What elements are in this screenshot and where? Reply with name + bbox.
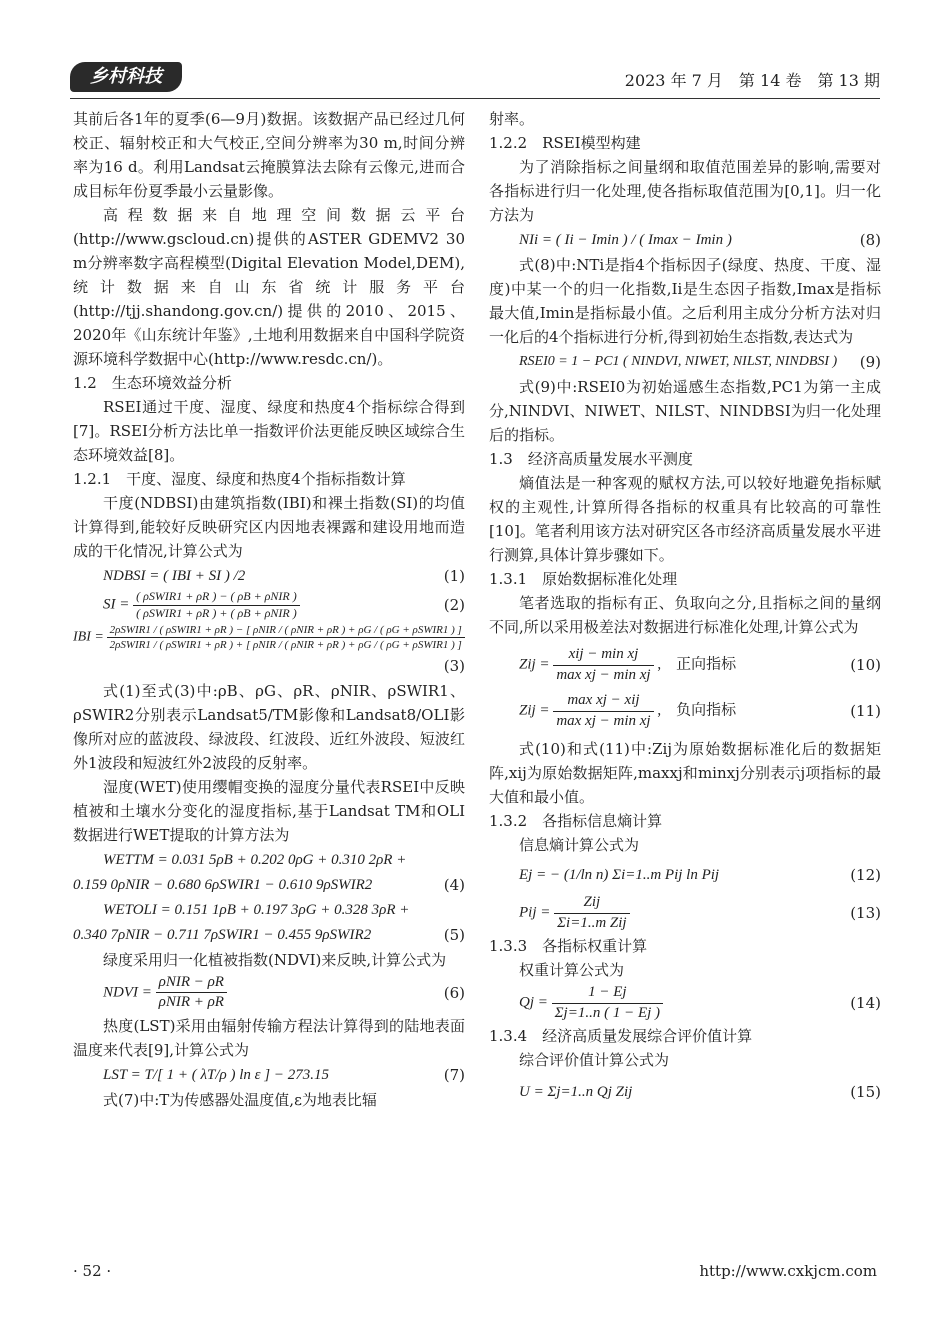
section-heading: 1.2.1 干度、湿度、绿度和热度4个指标指数计算 xyxy=(73,470,406,488)
journal-logo: 乡村科技 xyxy=(70,62,182,92)
journal-url[interactable]: http://www.cxkjcm.com xyxy=(699,1262,877,1280)
paragraph: 笔者选取的指标有正、负取向之分,且指标之间的量纲不同,所以采用极差法对数据进行标准化处理,计算公式为 xyxy=(489,594,881,636)
paragraph: 射率。 xyxy=(489,110,535,128)
section-heading: 1.3.1 原始数据标准化处理 xyxy=(489,570,678,588)
paragraph: 式(7)中:T为传感器处温度值,ε为地表比辐 xyxy=(103,1090,377,1109)
paragraph: 为了消除指标之间量纲和取值范围差异的影响,需要对各指标进行归一化处理,使各指标取值范围为[0,1]。归一化方法为 xyxy=(489,158,881,224)
equation-13: Pij = $\frac{\text{Zij}}{\text{Σi=1..m Zij}}$ (13) xyxy=(519,894,881,931)
section-heading: 1.3.4 经济高质量发展综合评价值计算 xyxy=(489,1027,753,1045)
paragraph: 高程数据来自地理空间数据云平台(http://www.gscloud.cn)提供的ASTER GDEMV2 30 m分辨率数字高程模型(Digital Elevation Model,DEM),统计数据来自山东省统计服务平台(http://tjj.shandong.gov.cn/)提供的2010、2015、2020年《山东统计年鉴》,土地利用数据来自中国科学院资源环境科学数据中心(http://www.resdc.cn/)。 xyxy=(73,206,465,368)
right-column xyxy=(489,107,881,1112)
equation-2: SI = $\frac{\text{( ρSWIR1 + ρR ) − ( ρB + ρNIR )}}{\text{( ρSWIR1 + ρR ) + ( ρB + ρNIR )}}$ (2) xyxy=(103,589,465,620)
section-heading: 1.3.3 各指标权重计算 xyxy=(489,937,648,955)
paragraph: 式(10)和式(11)中:Zij为原始数据标准化后的数据矩阵,xij为原始数据矩阵,maxxj和minxj分别表示j项指标的最大值和最小值。 xyxy=(489,740,881,806)
equation-12: Ej = − (1/ln n) Σi=1..m Pij ln Pij (12) xyxy=(519,866,881,884)
page-number: · 52 · xyxy=(73,1262,112,1280)
paragraph: 湿度(WET)使用缨帽变换的湿度分量代表RSEI中反映植被和土壤水分变化的湿度指标,基于Landsat TM和OLI数据进行WET提取的计算方法为 xyxy=(73,777,465,844)
paragraph: 式(9)中:RSEI0为初始遥感生态指数,PC1为第一主成分,NINDVI、NIWET、NILST、NINDBSI为归一化处理后的指标。 xyxy=(489,378,881,444)
paragraph: 绿度采用归一化植被指数(NDVI)来反映,计算公式为 xyxy=(103,950,447,969)
paragraph: 干度(NDBSI)由建筑指数(IBI)和裸土指数(SI)的均值计算得到,能较好反映研究区内因地表裸露和建设用地而造成的干化情况,计算公式为 xyxy=(73,494,465,560)
equation-1: NDBSI = ( IBI + SI ) /2 (1) xyxy=(103,567,465,585)
paragraph: 式(8)中:NTi是指4个指标因子(绿度、热度、干度、湿度)中某一个的归一化指数,Ii是生态因子指数,Imax是指标最大值,Imin是指标最小值。之后利用主成分分析方法对归一化后的4个指标进行分析,得到初始生态指数,表达式为 xyxy=(489,256,881,346)
paragraph: 式(1)至式(3)中:ρB、ρG、ρR、ρNIR、ρSWIR1、ρSWIR2分别表示Landsat5/TM影像和Landsat8/OLI影像所对应的蓝波段、绿波段、红波段、近红外波段、短波红外1波段和短波红外2波段的反射率。 xyxy=(73,681,465,772)
equation-5a: WETOLI = 0.151 1ρB + 0.197 3ρG + 0.328 3ρR + xyxy=(103,901,410,918)
left-column xyxy=(73,107,465,1112)
section-heading: 1.3 经济高质量发展水平测度 xyxy=(489,450,693,468)
equation-7: LST = T/[ 1 + ( λT/ρ ) ln ε ] − 273.15 (7) xyxy=(103,1065,465,1084)
section-heading: 1.3.2 各指标信息熵计算 xyxy=(489,812,663,830)
equation-3-number: (3) xyxy=(443,656,465,675)
equation-5b: 0.340 7ρNIR − 0.711 7ρSWIR1 − 0.455 9ρSWIR2 (5) xyxy=(73,925,465,944)
paragraph: 权重计算公式为 xyxy=(519,961,625,979)
paragraph: 热度(LST)采用由辐射传输方程法计算得到的陆地表面温度来代表[9],计算公式为 xyxy=(73,1016,465,1059)
issue-info: 2023 年 7 月 第 14 卷 第 13 期 xyxy=(624,71,880,90)
paragraph: 其前后各1年的夏季(6—9月)数据。该数据产品已经过几何校正、辐射校正和大气校正,空间分辨率为30 m,时间分辨率为16 d。利用Landsat云掩膜算法去除有云像元,进而合成目标年份夏季最小云量影像。 xyxy=(73,110,465,200)
equation-4a: WETTM = 0.031 5ρB + 0.202 0ρG + 0.310 2ρR + xyxy=(103,851,407,868)
equation-10: Zij = $\frac{\text{xij − min xj}}{\text{max xj − min xj}}$ , 正向指标 (10) xyxy=(519,646,881,683)
section-heading: 1.2 生态环境效益分析 xyxy=(73,374,232,392)
paragraph: 综合评价值计算公式为 xyxy=(519,1051,670,1069)
section-heading: 1.2.2 RSEI模型构建 xyxy=(489,134,641,152)
equation-6: NDVI = $\frac{\text{ρNIR − ρR}}{\text{ρNIR + ρR}}$ (6) xyxy=(103,973,465,1011)
paragraph: 信息熵计算公式为 xyxy=(519,836,640,854)
header-rule xyxy=(70,98,880,99)
equation-11: Zij = $\frac{\text{max xj − xij}}{\text{max xj − min xj}}$ , 负向指标 (11) xyxy=(519,692,881,729)
paragraph: 熵值法是一种客观的赋权方法,可以较好地避免指标赋权的主观性,计算所得各指标的权重具有比较高的可靠性[10]。笔者利用该方法对研究区各市经济高质量发展水平进行测算,具体计算步骤如下。 xyxy=(489,474,881,564)
paragraph: RSEI通过干度、湿度、绿度和热度4个指标综合得到[7]。RSEI分析方法比单一指数评价法更能反映区域综合生态环境效益[8]。 xyxy=(73,398,465,464)
equation-14: Qj = $\frac{1 - Ej}{\Sigma j=1..n ( 1 - Ej )}$ (14) xyxy=(519,984,881,1021)
equation-8: NIi = ( Ii − Imin ) / ( Imax − Imin ) (8) xyxy=(519,231,881,249)
equation-4b: 0.159 0ρNIR − 0.680 6ρSWIR1 − 0.610 9ρSWIR2 (4) xyxy=(73,875,465,894)
equation-9: RSEI0 = 1 − PC1 ( NINDVI, NIWET, NILST, NINDBSI ) (9) xyxy=(519,353,881,371)
page-header xyxy=(70,62,880,100)
equation-15: U = Σj=1..n Qj Zij (15) xyxy=(519,1083,881,1101)
equation-3: IBI = 2ρSWIR1 / ( ρSWIR1 + ρR ) − [ ρNIR / ( ρNIR + ρR ) + ρG / ( ρG + ρSWIR1 ) ] 2ρSWIR1 / ( ρSWIR1 + ρR ) + [ ρNIR / ( ρNIR + ρR ) + ρG / ( ρG + ρSWIR1 ) ] xyxy=(73,623,465,653)
